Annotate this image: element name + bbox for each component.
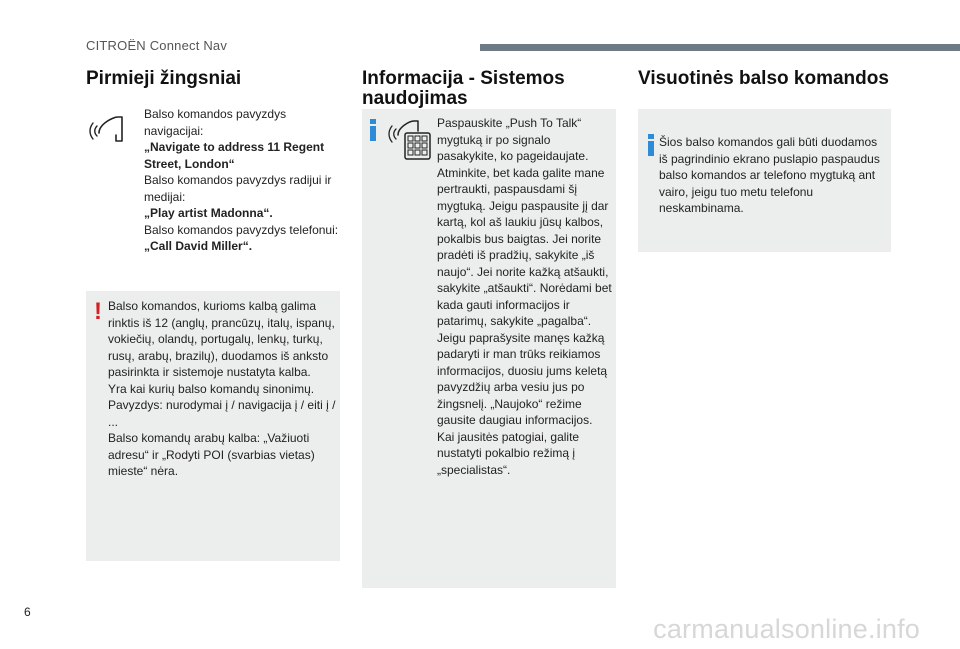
info-note-box: [362, 109, 616, 588]
section-heading-global-voice-commands: Visuotinės balso komandos: [638, 68, 889, 89]
warning-paragraph: Balso komandų arabų kalba: „Važiuoti adresu“ ir „Rodyti POI (svarbias vietas) mieste“ nėra.: [108, 431, 315, 478]
example-command: „Call David Miller“.: [144, 239, 253, 253]
info-icon: [646, 134, 656, 156]
example-label: Balso komandos pavyzdys navigacijai:: [144, 107, 287, 138]
global-voice-commands-paragraph: Šios balso komandos gali būti duodamos iš pagrindinio ekrano puslapio paspaudus balso komandos ar telefono mygtuką ant vairo, jeigu tuo metu telefonu neskambinama.: [659, 135, 880, 215]
example-command: „Navigate to address 11 Regent Street, London“: [144, 140, 325, 171]
push-to-talk-steering-button-icon: [388, 117, 432, 161]
example-command: „Play artist Madonna“.: [144, 206, 273, 220]
warning-note-text: [108, 298, 336, 480]
warning-exclamation-icon: !: [94, 298, 102, 325]
example-label: Balso komandos pavyzdys radijui ir medijai:: [144, 173, 332, 204]
info-icon: [368, 119, 378, 141]
voice-command-icon: [88, 110, 128, 146]
warning-note-box: [86, 291, 340, 561]
global-voice-commands-text: [659, 134, 887, 217]
page-number: 6: [24, 605, 31, 619]
section-heading-system-info: Informacija - Sistemos naudojimas: [362, 68, 565, 109]
watermark-text: carmanualsonline.info: [653, 614, 920, 644]
header-bar: [480, 44, 960, 51]
document-header-title: CITROËN Connect Nav: [86, 38, 228, 53]
info-note-box: [638, 109, 891, 252]
warning-paragraph: Yra kai kurių balso komandų sinonimų.: [108, 381, 315, 396]
warning-paragraph: Pavyzdys: nurodymai į / navigacija į / eiti į / ...: [108, 398, 336, 429]
example-label: Balso komandos pavyzdys telefonui:: [144, 222, 339, 237]
voice-command-examples: [144, 106, 340, 255]
system-usage-paragraph: Paspauskite „Push To Talk“ mygtuką ir po signalo pasakykite, ko pageidaujate. Atminkite, bet kada galite mane pertraukti, paspausdami šį mygtuką. Jeigu paspausite jį dar kartą, kol aš laukiu jūsų kalbos, pokalbis bus baigtas. Jei norite pradėti iš pradžių, sakykite „iš naujo“. Jei norite kažką atšaukti, sakykite „atšaukti“. Norėdami bet kada gauti informacijos ir patarimų, sakykite „pagalba“. Jeigu paprašysite manęs kažką padaryti ir man trūks reikiamos informacijos, duosiu jums keletą pavyzdžių arba vesiu jus po žingsnelį. „Naujoko“ režime gausite daugiau informacijos. Kai jausitės patogiai, galite nustatyti pokalbio režimą į „specialistas“.: [437, 116, 612, 477]
section-heading-first-steps: Pirmieji žingsniai: [86, 68, 242, 89]
system-usage-text: [437, 115, 613, 478]
warning-paragraph: Balso komandos, kurioms kalbą galima rinktis iš 12 (anglų, prancūzų, italų, ispanų, vokiečių, olandų, portugalų, lenkų, turkų, rusų, arabų, brazilų), duodamos iš anksto pasirinkta ir sistemoje nustatyta kalba.: [108, 299, 335, 379]
